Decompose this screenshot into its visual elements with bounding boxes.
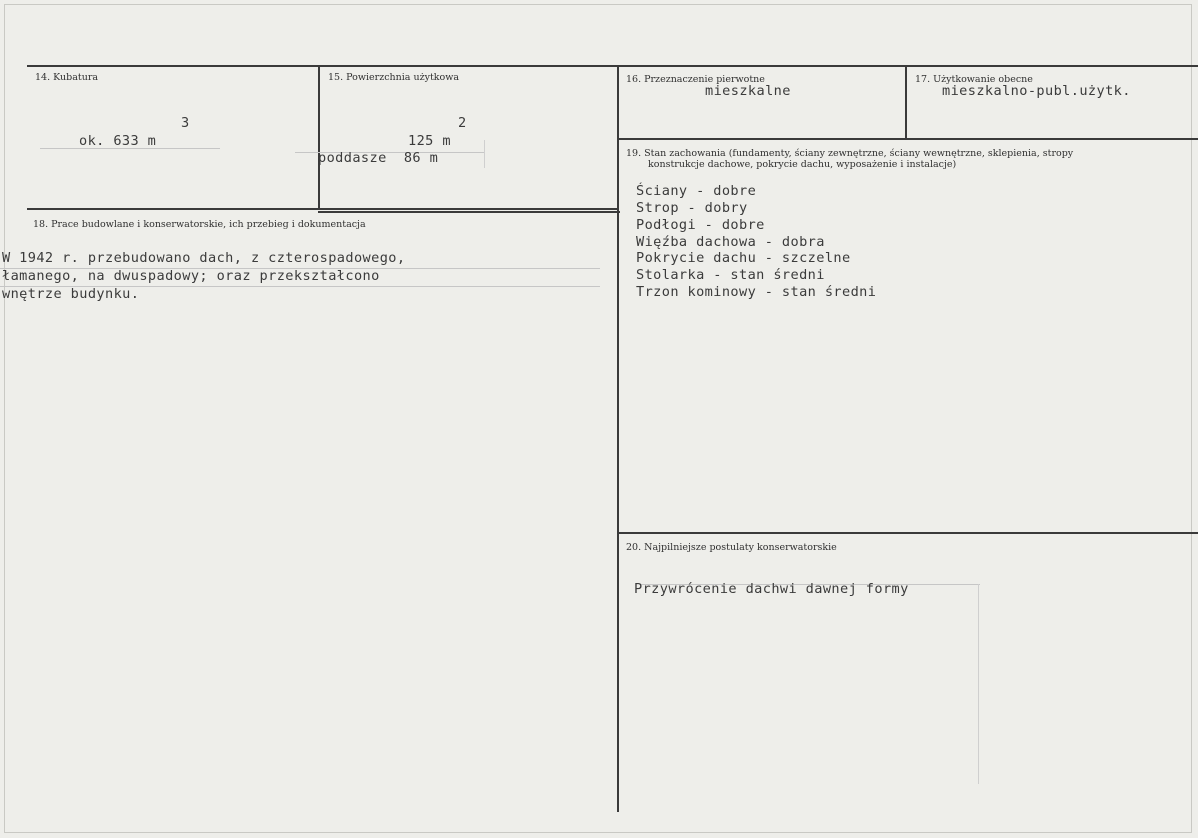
bottom-line-16-17 <box>618 138 1198 140</box>
field-19-line: Podłogi - dobre <box>636 217 765 233</box>
field-19-label-line1: 19. Stan zachowania (fundamenty, ściany zewnętrzne, ściany wewnętrzne, sklepienia, stropy <box>626 148 1074 159</box>
field-15-exponent: 2 <box>458 115 467 131</box>
field-19-label-line2: konstrukcje dachowe, pokrycie dachu, wyposażenie i instalacje) <box>648 159 957 170</box>
field-18-line: W 1942 r. przebudowano dach, z czterospadowego, <box>2 250 406 266</box>
divider-14-15 <box>318 66 320 209</box>
field-20-value: Przywrócenie dachwi dawnej formy <box>634 581 909 597</box>
field-14-value: ok. 633 m <box>79 133 157 149</box>
center-vertical-line <box>617 66 619 812</box>
field-18-label: 18. Prace budowlane i konserwatorskie, ich przebieg i dokumentacja <box>33 219 366 230</box>
field-17-value: mieszkalno-publ.użytk. <box>942 83 1131 99</box>
field-16-value: mieszkalne <box>705 83 791 99</box>
field-19-line: Ściany - dobre <box>636 183 757 199</box>
field-19-line: Strop - dobry <box>636 200 748 216</box>
field-14-label: 14. Kubatura <box>35 72 99 83</box>
top-border-line <box>27 65 1198 67</box>
field-19-line: Stolarka - stan średni <box>636 267 825 283</box>
field-19-line: Trzon kominowy - stan średni <box>636 284 877 300</box>
ruling-mark <box>978 584 979 784</box>
field-18-line: wnętrze budynku. <box>2 286 140 302</box>
field-15-label: 15. Powierzchnia użytkowa <box>328 72 460 83</box>
field-17-label: 17. Użytkowanie obecne <box>915 74 1033 85</box>
field-19-line: Więźba dachowa - dobra <box>636 234 825 250</box>
field-15-value-main: 125 m <box>408 133 451 149</box>
bottom-line-19 <box>618 532 1198 534</box>
divider-16-17 <box>905 66 907 139</box>
field-14-exponent: 3 <box>181 115 190 131</box>
ruling-mark <box>484 140 485 168</box>
bottom-line-15-ext <box>318 211 620 213</box>
field-15-value-attic: poddasze 86 m <box>318 150 439 166</box>
field-16-label: 16. Przeznaczenie pierwotne <box>626 74 765 85</box>
field-18-line: łamanego, na dwuspadowy; oraz przekształcono <box>2 268 380 284</box>
field-19-line: Pokrycie dachu - szczelne <box>636 250 851 266</box>
field-20-label: 20. Najpilniejsze postulaty konserwatorskie <box>626 542 837 553</box>
bottom-line-14-15 <box>27 208 619 210</box>
